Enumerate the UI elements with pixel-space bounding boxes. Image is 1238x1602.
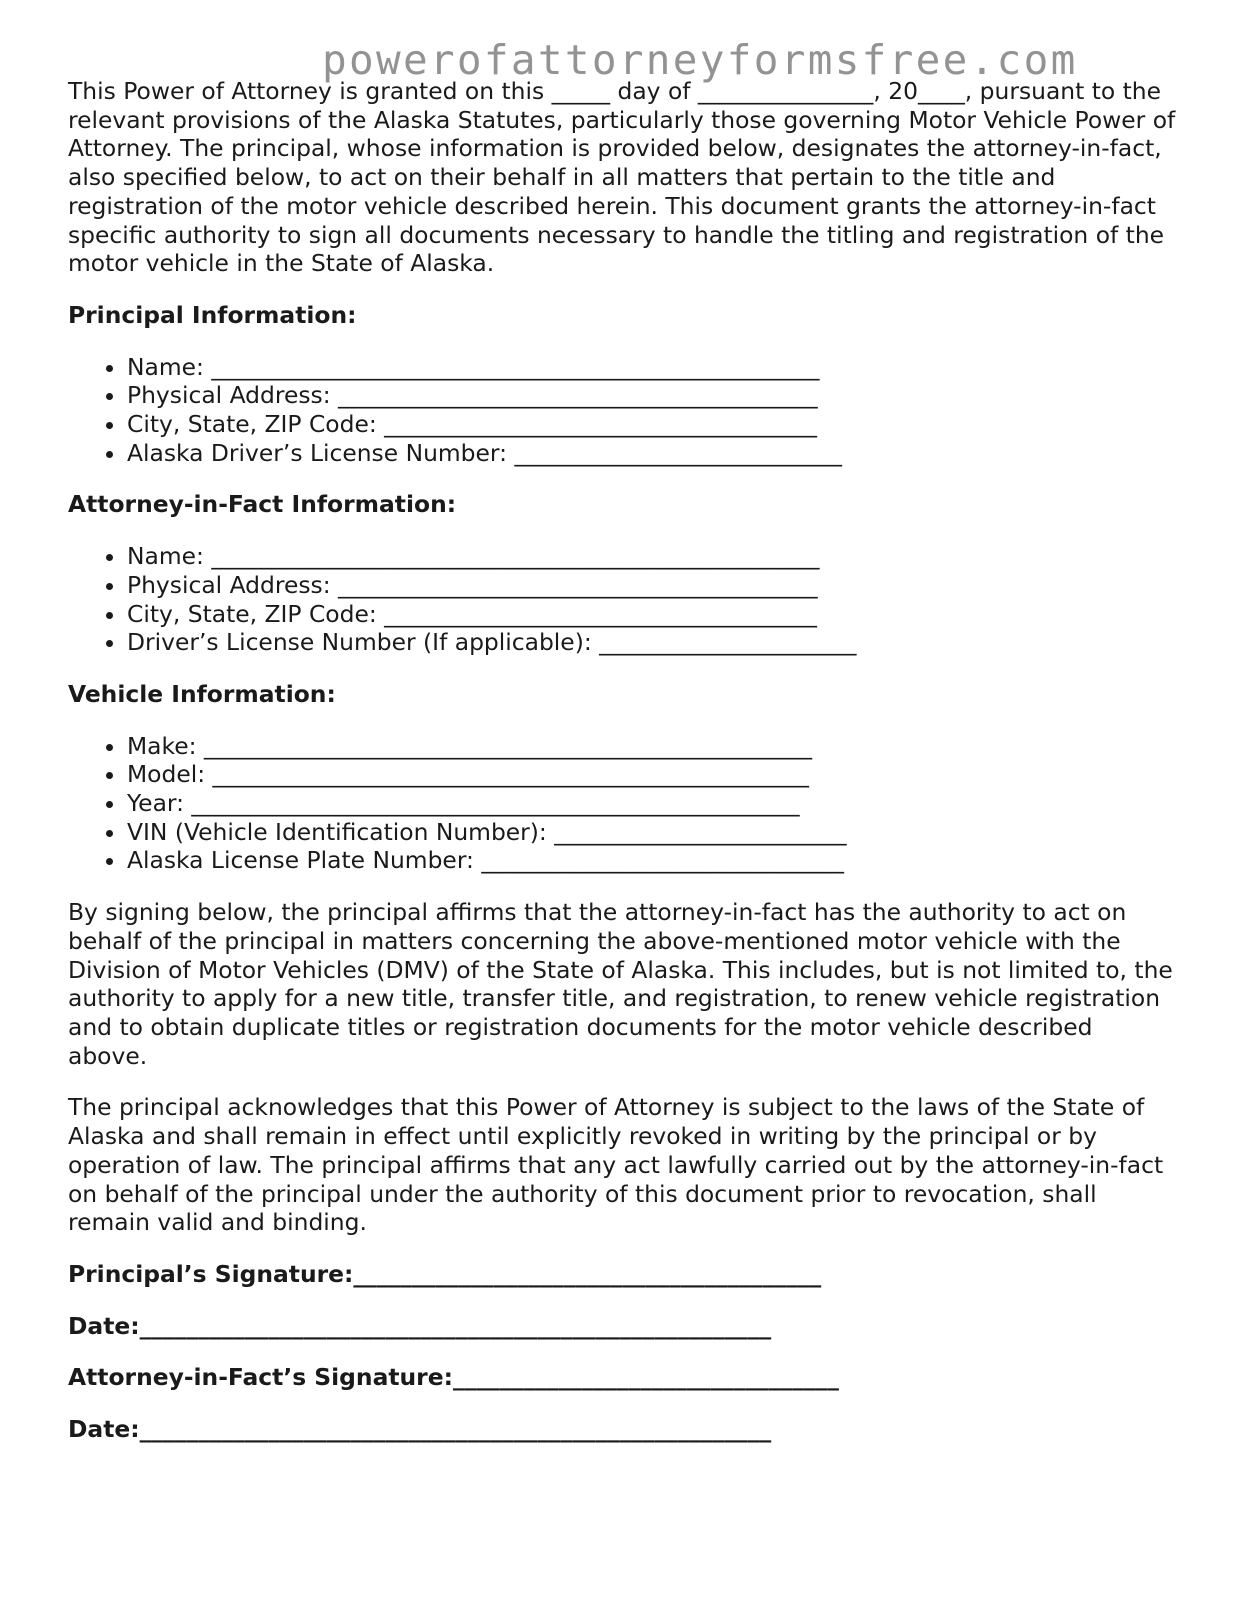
principal-signature-line[interactable]: Principal’s Signature:________________________________________ <box>68 1259 822 1288</box>
attorney-city-state-zip-field[interactable]: • City, State, ZIP Code: _____________________________________ <box>127 600 1178 629</box>
principal-address-field[interactable]: • Physical Address: _________________________________________ <box>127 381 1178 410</box>
watermark: powerofattorneyformsfree.com <box>322 36 1078 84</box>
attorney-license-field[interactable]: • Driver’s License Number (If applicable): ______________________ <box>127 628 1178 657</box>
vehicle-model-field[interactable]: • Model: ___________________________________________________ <box>127 760 1178 789</box>
attorney-heading: Attorney-in-Fact Information: <box>68 490 457 519</box>
document-body <box>68 77 1178 1467</box>
acknowledgment-paragraph: The principal acknowledges that this Power of Attorney is subject to the laws of the State of Alaska and shall remain in effect until explicitly revoked in writing by the principal or by operation of law. The principal affirms that any act lawfully carried out by the attorney-in-fact on behalf of the principal under the authority of this document prior to revocation, shall remain valid and binding. <box>68 1093 1164 1237</box>
vehicle-fields-list <box>68 732 1178 876</box>
attorney-signature-line[interactable]: Attorney-in-Fact’s Signature:_________________________________ <box>68 1363 839 1392</box>
attorney-name-field[interactable]: • Name: ____________________________________________________ <box>127 542 1178 571</box>
vehicle-plate-field[interactable]: • Alaska License Plate Number: _______________________________ <box>127 846 1178 875</box>
vehicle-vin-field[interactable]: • VIN (Vehicle Identification Number): _________________________ <box>127 818 1178 847</box>
vehicle-year-field[interactable]: • Year: ____________________________________________________ <box>127 789 1178 818</box>
vehicle-make-field[interactable]: • Make: ____________________________________________________ <box>127 732 1178 761</box>
principal-heading: Principal Information: <box>68 300 357 329</box>
attorney-address-field[interactable]: • Physical Address: _________________________________________ <box>127 571 1178 600</box>
intro-paragraph: This Power of Attorney is granted on this _____ day of _______________, 20____, pursuant to the relevant provisions of the Alaska Statutes, particularly those governing Motor Vehicle Power of Attorney. The principal, whose information is provided below, designates the attorney-in-fact, also specified below, to act on their behalf in all matters that pertain to the title and registration of the motor vehicle described herein. This document grants the attorney-in-fact specific authority to sign all documents necessary to handle the titling and registration of the motor vehicle in the State of Alaska. <box>68 77 1176 278</box>
principal-fields-list <box>68 353 1178 468</box>
principal-city-state-zip-field[interactable]: • City, State, ZIP Code: _____________________________________ <box>127 410 1178 439</box>
principal-license-field[interactable]: • Alaska Driver’s License Number: ____________________________ <box>127 439 1178 468</box>
authority-paragraph: By signing below, the principal affirms that the attorney-in-fact has the authority to act on behalf of the principal in matters concerning the above-mentioned motor vehicle with the Division of Motor Vehicles (DMV) of the State of Alaska. This includes, but is not limited to, the authority to apply for a new title, transfer title, and registration, to renew vehicle registration and to obtain duplicate titles or registration documents for the motor vehicle described above. <box>68 898 1173 1070</box>
principal-date-line[interactable]: Date:______________________________________________________ <box>68 1311 772 1340</box>
principal-name-field[interactable]: • Name: ____________________________________________________ <box>127 353 1178 382</box>
vehicle-heading: Vehicle Information: <box>68 679 336 708</box>
attorney-date-line[interactable]: Date:______________________________________________________ <box>68 1415 772 1444</box>
attorney-fields-list <box>68 542 1178 657</box>
